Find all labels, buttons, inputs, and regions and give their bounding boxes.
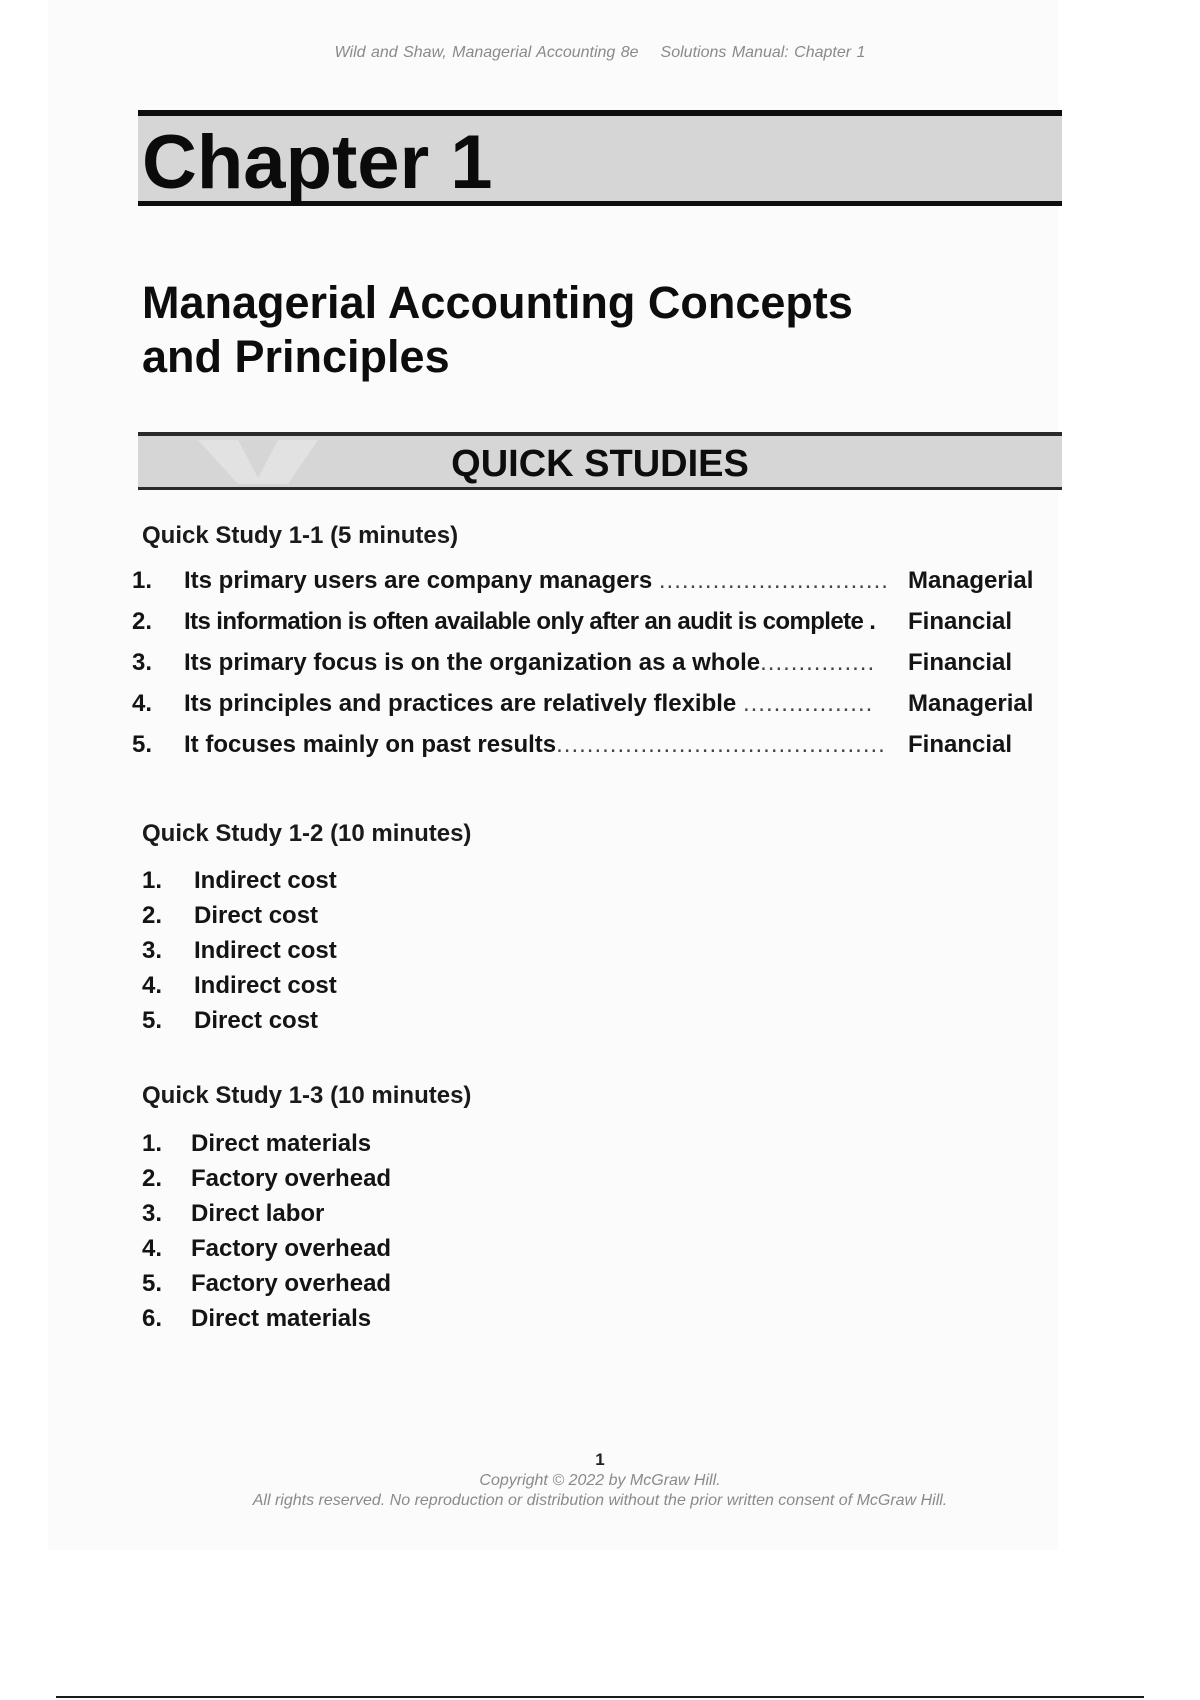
item-text: Factory overhead bbox=[191, 1235, 392, 1262]
item-text: Direct cost bbox=[194, 1007, 319, 1034]
header-manual: Solutions Manual: Chapter 1 bbox=[660, 44, 866, 61]
item-number: 1. bbox=[142, 1130, 163, 1157]
bottom-divider bbox=[56, 1696, 1144, 1698]
quick-study-2-time: (10 minutes) bbox=[330, 820, 472, 847]
item-number: 4. bbox=[132, 690, 153, 717]
item-text: Indirect cost bbox=[194, 867, 337, 894]
section-title-band bbox=[138, 432, 1062, 490]
item-text: Factory overhead bbox=[191, 1165, 392, 1192]
item-text: Direct cost bbox=[194, 902, 319, 929]
chapter-title-band bbox=[138, 110, 1062, 206]
item-text: Indirect cost bbox=[194, 972, 337, 999]
quick-study-2-heading bbox=[142, 820, 471, 848]
item-number: 3. bbox=[142, 1200, 163, 1227]
quick-study-1-heading bbox=[142, 522, 458, 550]
running-header bbox=[0, 44, 1200, 62]
item-number: 4. bbox=[142, 1235, 163, 1262]
quick-study-3-label: Quick Study 1-3 bbox=[142, 1082, 324, 1109]
quick-study-2-label: Quick Study 1-2 bbox=[142, 820, 324, 847]
chapter-subtitle bbox=[142, 276, 942, 384]
item-number: 1. bbox=[142, 867, 163, 894]
item-statement: Its primary focus is on the organization as a whole............... bbox=[184, 649, 876, 676]
item-text: Direct materials bbox=[191, 1130, 372, 1157]
chapter-title: Chapter 1 bbox=[142, 120, 493, 205]
item-text: Direct labor bbox=[191, 1200, 325, 1227]
item-number: 2. bbox=[132, 608, 153, 635]
item-number: 4. bbox=[142, 972, 163, 999]
list-item bbox=[132, 689, 1052, 730]
item-number: 5. bbox=[132, 731, 153, 758]
list-item bbox=[132, 566, 1052, 607]
item-number: 2. bbox=[142, 902, 163, 929]
quick-study-1-time: (5 minutes) bbox=[330, 522, 459, 549]
item-number: 5. bbox=[142, 1270, 163, 1297]
list-item bbox=[132, 730, 1052, 771]
item-answer: Financial bbox=[908, 608, 1013, 635]
item-statement: It focuses mainly on past results........................................... bbox=[184, 731, 886, 758]
list-item bbox=[132, 607, 1052, 648]
chapter-subtitle-line-1: Managerial Accounting Concepts bbox=[142, 277, 853, 328]
item-text: Factory overhead bbox=[191, 1270, 392, 1297]
header-book: Wild and Shaw, Managerial Accounting 8e bbox=[334, 44, 639, 61]
copyright-line: Copyright © 2022 by McGraw Hill. bbox=[479, 1472, 721, 1489]
copyright-notice bbox=[0, 1471, 1200, 1511]
list-item bbox=[132, 648, 1052, 689]
item-answer: Financial bbox=[908, 731, 1013, 758]
item-statement: Its information is often available only after an audit is complete . bbox=[184, 608, 876, 635]
item-statement: Its principles and practices are relatively flexible ................. bbox=[184, 690, 874, 717]
item-number: 6. bbox=[142, 1305, 163, 1332]
rights-line: All rights reserved. No reproduction or distribution without the prior written consent of McGraw Hill. bbox=[252, 1492, 948, 1509]
chapter-subtitle-line-2: and Principles bbox=[142, 331, 450, 382]
item-text: Indirect cost bbox=[194, 937, 337, 964]
quick-study-1-list bbox=[132, 566, 1052, 771]
item-number: 5. bbox=[142, 1007, 163, 1034]
item-answer: Managerial bbox=[908, 690, 1034, 717]
item-number: 1. bbox=[132, 567, 153, 594]
quick-study-3-heading bbox=[142, 1082, 471, 1110]
section-title: QUICK STUDIES bbox=[451, 443, 749, 485]
item-number: 2. bbox=[142, 1165, 163, 1192]
item-number: 3. bbox=[142, 937, 163, 964]
item-answer: Managerial bbox=[908, 567, 1034, 594]
item-number: 3. bbox=[132, 649, 153, 676]
page-number: 1 bbox=[595, 1450, 605, 1469]
item-statement: Its primary users are company managers .............................. bbox=[184, 567, 889, 594]
item-answer: Financial bbox=[908, 649, 1013, 676]
item-text: Direct materials bbox=[191, 1305, 372, 1332]
quick-study-3-time: (10 minutes) bbox=[330, 1082, 472, 1109]
quick-study-1-label: Quick Study 1-1 bbox=[142, 522, 324, 549]
